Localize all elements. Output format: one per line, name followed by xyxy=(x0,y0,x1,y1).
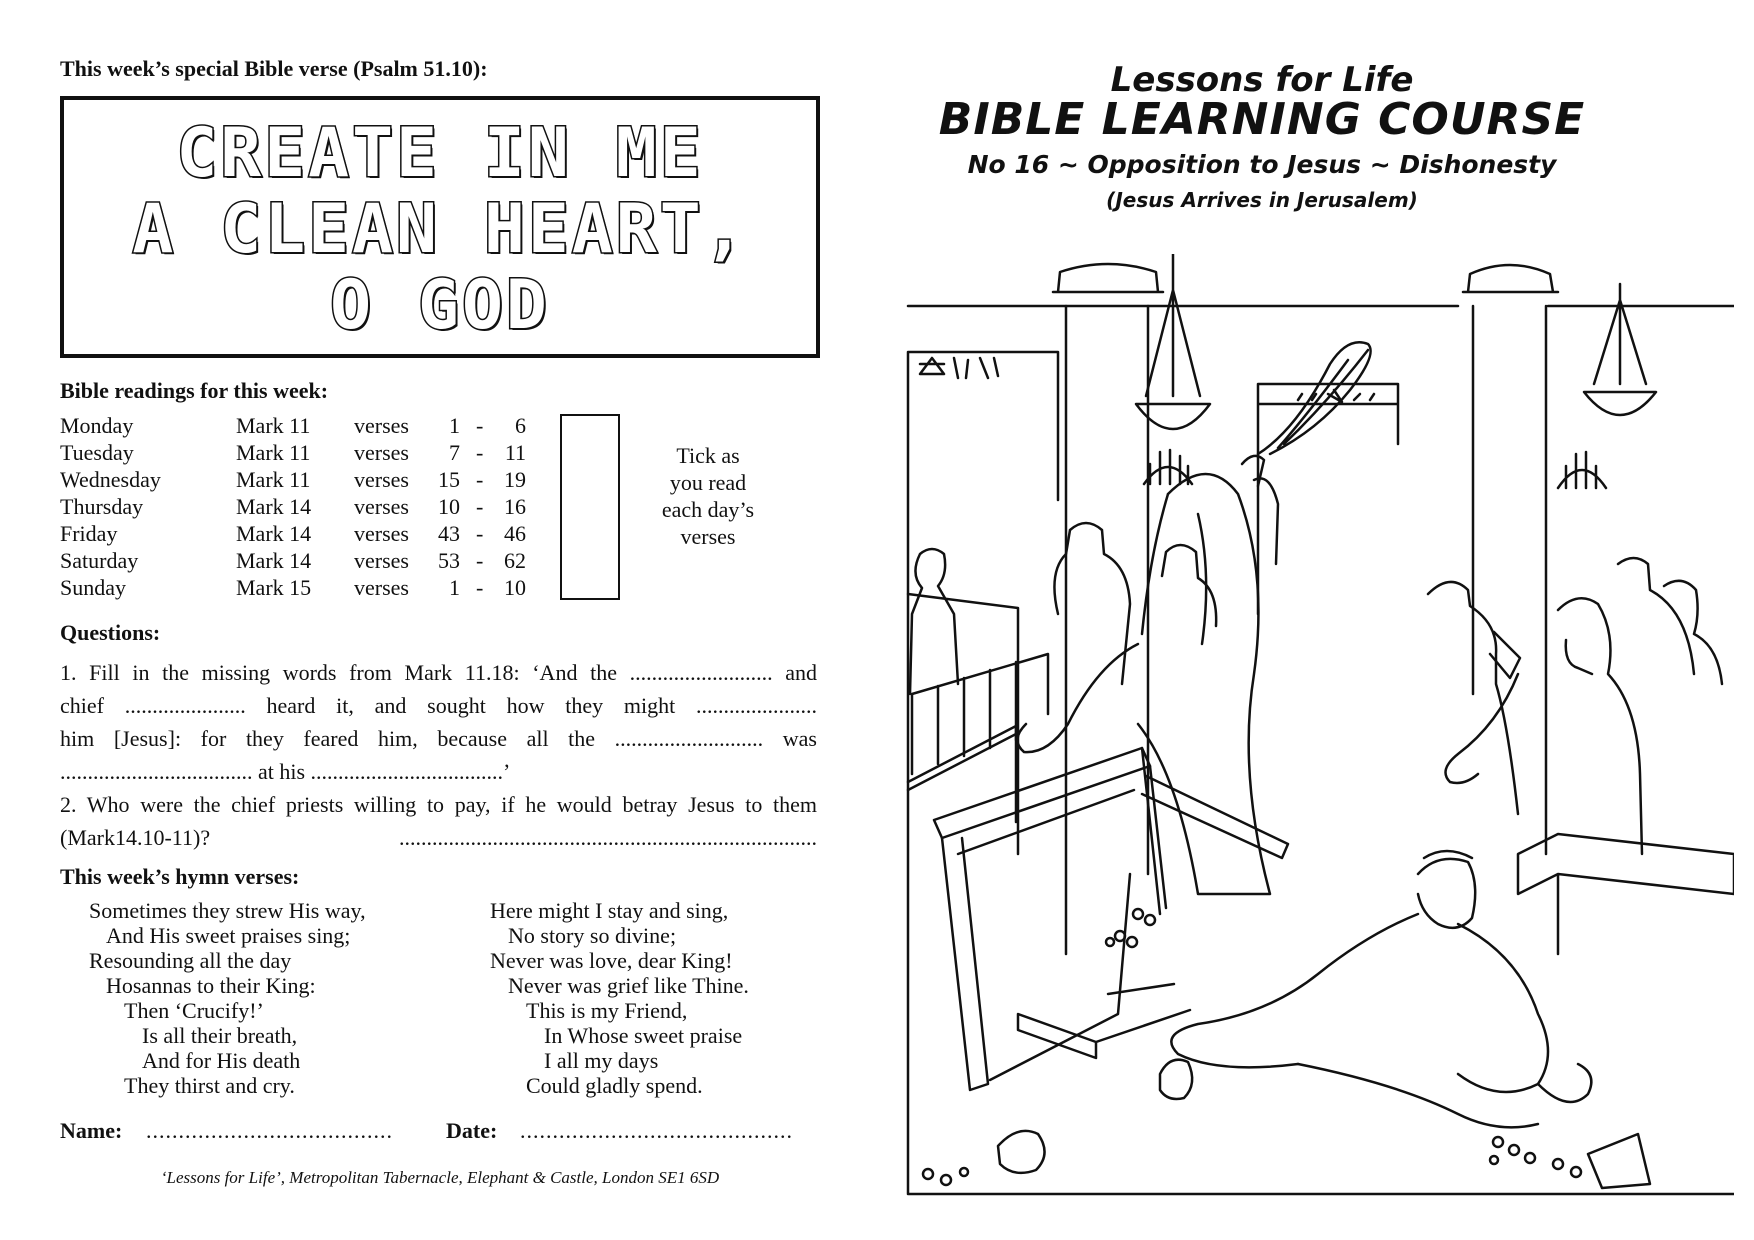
name-label: Name: xyxy=(60,1118,123,1143)
hymn-line: No story so divine; xyxy=(508,923,677,948)
reading-verses-label: verses xyxy=(354,521,409,546)
reading-book: Mark 11 xyxy=(236,467,311,492)
reading-book: Mark 14 xyxy=(236,494,312,519)
reading-dash: - xyxy=(476,440,484,465)
hymn-line: Could gladly spend. xyxy=(526,1073,703,1098)
reading-day: Monday xyxy=(60,413,134,438)
verse-line-2: A CLEAN HEART, xyxy=(132,190,748,269)
tick-box[interactable] xyxy=(560,414,620,600)
tick-note-line: you read xyxy=(669,470,747,495)
verse-line-1: CREATE IN ME xyxy=(176,114,704,193)
reading-book: Mark 11 xyxy=(236,440,311,465)
reading-from: 1 xyxy=(449,413,460,438)
reading-verses-label: verses xyxy=(354,548,409,573)
reading-day: Friday xyxy=(60,521,118,546)
reading-book: Mark 11 xyxy=(236,413,311,438)
verse-line-3: O GOD xyxy=(330,266,550,345)
verse-heading: This week’s special Bible verse (Psalm 51.10): xyxy=(60,56,488,81)
readings-heading: Bible readings for this week: xyxy=(60,378,329,403)
name-field[interactable]: ...................................... xyxy=(146,1118,393,1143)
question-line: 1. Fill in the missing words from Mark 11.18: ‘And the .......................... and xyxy=(60,660,817,685)
reading-dash: - xyxy=(476,575,484,600)
hymn-line: Is all their breath, xyxy=(142,1023,298,1048)
reading-from: 1 xyxy=(449,575,460,600)
reading-book: Mark 14 xyxy=(236,521,312,546)
question-line: him [Jesus]: for they feared him, because all the ........................... was xyxy=(60,726,817,751)
memory-verse-box xyxy=(60,96,820,358)
hymn-line: Resounding all the day xyxy=(89,948,292,973)
reading-verses-label: verses xyxy=(354,494,409,519)
reading-dash: - xyxy=(476,494,484,519)
tick-note-line: Tick as xyxy=(676,443,740,468)
hymn-line: Never was love, dear King! xyxy=(490,948,733,973)
series-title: Lessons for Life xyxy=(1110,60,1414,100)
lesson-title: No 16 ~ Opposition to Jesus ~ Dishonesty xyxy=(967,150,1557,179)
reading-book: Mark 14 xyxy=(236,548,312,573)
temple-scene-illustration xyxy=(898,254,1734,1202)
reading-to: 19 xyxy=(504,467,526,492)
reading-to: 62 xyxy=(504,548,526,573)
reading-verses-label: verses xyxy=(354,575,409,600)
reading-day: Saturday xyxy=(60,548,139,573)
course-title: BIBLE LEARNING COURSE xyxy=(938,94,1586,145)
reading-from: 15 xyxy=(438,467,460,492)
reading-from: 53 xyxy=(438,548,460,573)
tick-note-line: each day’s xyxy=(661,497,755,522)
hymn-line: Here might I stay and sing, xyxy=(490,898,729,923)
hymn-line: And His sweet praises sing; xyxy=(106,923,351,948)
reading-verses-label: verses xyxy=(354,467,409,492)
reading-dash: - xyxy=(476,548,484,573)
hymn-line: In Whose sweet praise xyxy=(544,1023,743,1048)
reading-to: 46 xyxy=(504,521,526,546)
lesson-subtitle: (Jesus Arrives in Jerusalem) xyxy=(1106,188,1418,212)
hymn-line: And for His death xyxy=(142,1048,301,1073)
hymn-line: Then ‘Crucify!’ xyxy=(124,998,264,1023)
reading-book: Mark 15 xyxy=(236,575,312,600)
hymn-line: They thirst and cry. xyxy=(124,1073,295,1098)
question-line: chief ...................... heard it, and sought how they might ...................... xyxy=(60,693,817,718)
hymn-line: Sometimes they strew His way, xyxy=(89,898,366,923)
hymn-line: Hosannas to their King: xyxy=(106,973,316,998)
reading-day: Sunday xyxy=(60,575,126,600)
question-line: (Mark14.10-11)? ............................................................................ xyxy=(60,825,817,850)
footer-address: ‘Lessons for Life’, Metropolitan Tabernacle, Elephant & Castle, London SE1 6SD xyxy=(160,1168,720,1187)
reading-dash: - xyxy=(476,413,484,438)
tick-note-line: verses xyxy=(680,524,736,549)
reading-dash: - xyxy=(476,521,484,546)
reading-day: Tuesday xyxy=(60,440,134,465)
question-line: ................................... at his ...................................’ xyxy=(60,759,511,784)
reading-from: 43 xyxy=(438,521,460,546)
hymn-line: Never was grief like Thine. xyxy=(508,973,749,998)
reading-from: 10 xyxy=(438,494,460,519)
hymn-line: This is my Friend, xyxy=(526,998,688,1023)
reading-to: 6 xyxy=(515,413,526,438)
date-field[interactable]: .......................................... xyxy=(520,1118,793,1143)
reading-day: Wednesday xyxy=(60,467,161,492)
reading-day: Thursday xyxy=(60,494,144,519)
questions-heading: Questions: xyxy=(60,620,161,645)
date-label: Date: xyxy=(446,1118,498,1143)
question-line: 2. Who were the chief priests willing to pay, if he would betray Jesus to them xyxy=(60,792,817,817)
reading-to: 10 xyxy=(504,575,526,600)
reading-verses-label: verses xyxy=(354,440,409,465)
reading-to: 16 xyxy=(504,494,526,519)
reading-to: 11 xyxy=(504,440,526,465)
reading-dash: - xyxy=(476,467,484,492)
reading-from: 7 xyxy=(449,440,460,465)
hymn-heading: This week’s hymn verses: xyxy=(60,864,300,889)
reading-verses-label: verses xyxy=(354,413,409,438)
hymn-line: I all my days xyxy=(544,1048,659,1073)
